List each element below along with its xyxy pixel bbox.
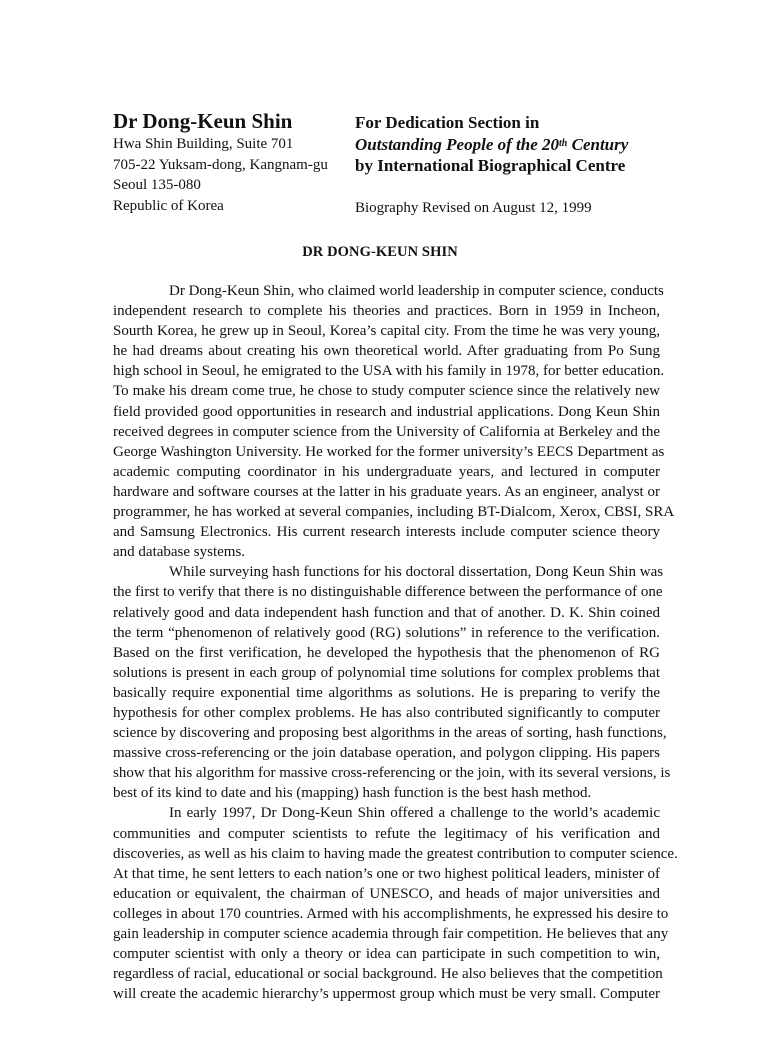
paragraph bbox=[113, 281, 675, 562]
text-line: solutions is present in each group of polynomial time solutions for complex problems that bbox=[113, 664, 660, 681]
text-line: At that time, he sent letters to each nation’s one or two highest political leaders, minister of bbox=[113, 865, 660, 882]
text-line: basically require exponential time algorithms as solutions. He is preparing to verify the bbox=[113, 684, 660, 701]
text-line: Dr Dong-Keun Shin, who claimed world leadership in computer science, conducts bbox=[169, 283, 664, 299]
text-line: high school in Seoul, he emigrated to the USA with his family in 1978, for better education. bbox=[113, 363, 665, 380]
dedication-block bbox=[355, 108, 675, 233]
publication-title bbox=[355, 134, 675, 156]
text-line: he had dreams about creating his own theoretical world. After graduating from Po Sung bbox=[113, 343, 660, 360]
address-line: 705-22 Yuksam-dong, Kangnam-gu bbox=[113, 156, 328, 173]
biography-body bbox=[113, 281, 678, 1004]
text-line: the term “phenomenon of relatively good (RG) solutions” in reference to the verification. bbox=[113, 624, 660, 641]
paragraph bbox=[113, 803, 678, 1004]
text-line: the first to verify that there is no distinguishable difference between the performance of one bbox=[113, 584, 663, 601]
text-line: best of its kind to date and his (mapping) hash function is the best hash method. bbox=[113, 785, 592, 802]
text-line: education or equivalent, the chairman of UNESCO, and heads of major universities and bbox=[113, 885, 660, 902]
text-line: science by discovering and proposing best algorithms in the areas of sorting, hash functions, bbox=[113, 725, 667, 742]
text-line: To make his dream come true, he chose to study computer science since the relatively new bbox=[113, 383, 660, 400]
text-line: academic computing coordinator in his undergraduate years, and lectured in computer bbox=[113, 463, 660, 480]
text-line: computer scientist with only a theory or idea can participate in such competition to win, bbox=[113, 946, 660, 963]
text-line: massive cross-referencing or the join database operation, and polygon clipping. His papers bbox=[113, 745, 660, 762]
text-line: George Washington University. He worked for the former university’s EECS Department as bbox=[113, 443, 665, 460]
text-line: hardware and software courses at the latter in his graduate years. As an engineer, analyst or bbox=[113, 483, 660, 500]
text-line: and Samsung Electronics. His current research interests include computer science theory bbox=[113, 524, 660, 541]
text-line: will create the academic hierarchy’s uppermost group which must be very small. Computer bbox=[113, 986, 660, 1003]
publication-title-text-end: Century bbox=[567, 134, 629, 154]
paragraph bbox=[113, 562, 671, 803]
text-line: received degrees in computer science from the University of California at Berkeley and the bbox=[113, 423, 660, 440]
text-line: independent research to complete his theories and practices. Born in 1959 in Incheon, bbox=[113, 303, 660, 320]
text-line: gain leadership in computer science academia through fair competition. He believes that any bbox=[113, 926, 669, 942]
text-line: programmer, he has worked at several companies, including BT-Dialcom, Xerox, CBSI, SRA bbox=[113, 504, 675, 521]
text-line: relatively good and data independent hash function and that of another. D. K. Shin coined bbox=[113, 604, 660, 621]
text-line: Based on the first verification, he developed the hypothesis that the phenomenon of RG bbox=[113, 644, 660, 661]
text-line: show that his algorithm for massive cross-referencing or the join, with its several versions, is bbox=[113, 765, 671, 782]
publication-title-text: Outstanding People of the 20 bbox=[355, 134, 560, 154]
text-line: communities and computer scientists to refute the legitimacy of his verification and bbox=[113, 825, 660, 842]
dedication-line: For Dedication Section in bbox=[355, 113, 540, 132]
author-name: Dr Dong-Keun Shin bbox=[113, 109, 293, 133]
text-line: hypothesis for other complex problems. He has also contributed significantly to computer bbox=[113, 704, 660, 721]
text-line: While surveying hash functions for his doctoral dissertation, Dong Keun Shin was bbox=[169, 564, 664, 581]
text-line: Sourth Korea, he grew up in Seoul, Korea’s capital city. From the time he was very young, bbox=[113, 323, 660, 340]
text-line: In early 1997, Dr Dong-Keun Shin offered a challenge to the world’s academic bbox=[169, 805, 660, 822]
letterhead-address-block bbox=[113, 108, 353, 216]
text-line: and database systems. bbox=[113, 544, 246, 561]
address-line: Republic of Korea bbox=[113, 197, 224, 214]
address-line: Hwa Shin Building, Suite 701 bbox=[113, 136, 294, 152]
address-line: Seoul 135-080 bbox=[113, 177, 201, 193]
ordinal-suffix: th bbox=[559, 137, 568, 149]
text-line: field provided good opportunities in research and industrial applications. Dong Keun Shin bbox=[113, 403, 660, 420]
revision-date: Biography Revised on August 12, 1999 bbox=[355, 199, 592, 216]
publisher-line: by International Biographical Centre bbox=[355, 156, 626, 175]
text-line: regardless of racial, educational or social background. He also believes that the competition bbox=[113, 966, 663, 983]
document-title: DR DONG-KEUN SHIN bbox=[302, 244, 458, 260]
text-line: discoveries, as well as his claim to having made the greatest contribution to computer science. bbox=[113, 845, 678, 862]
text-line: colleges in about 170 countries. Armed with his accomplishments, he expressed his desire to bbox=[113, 905, 669, 922]
